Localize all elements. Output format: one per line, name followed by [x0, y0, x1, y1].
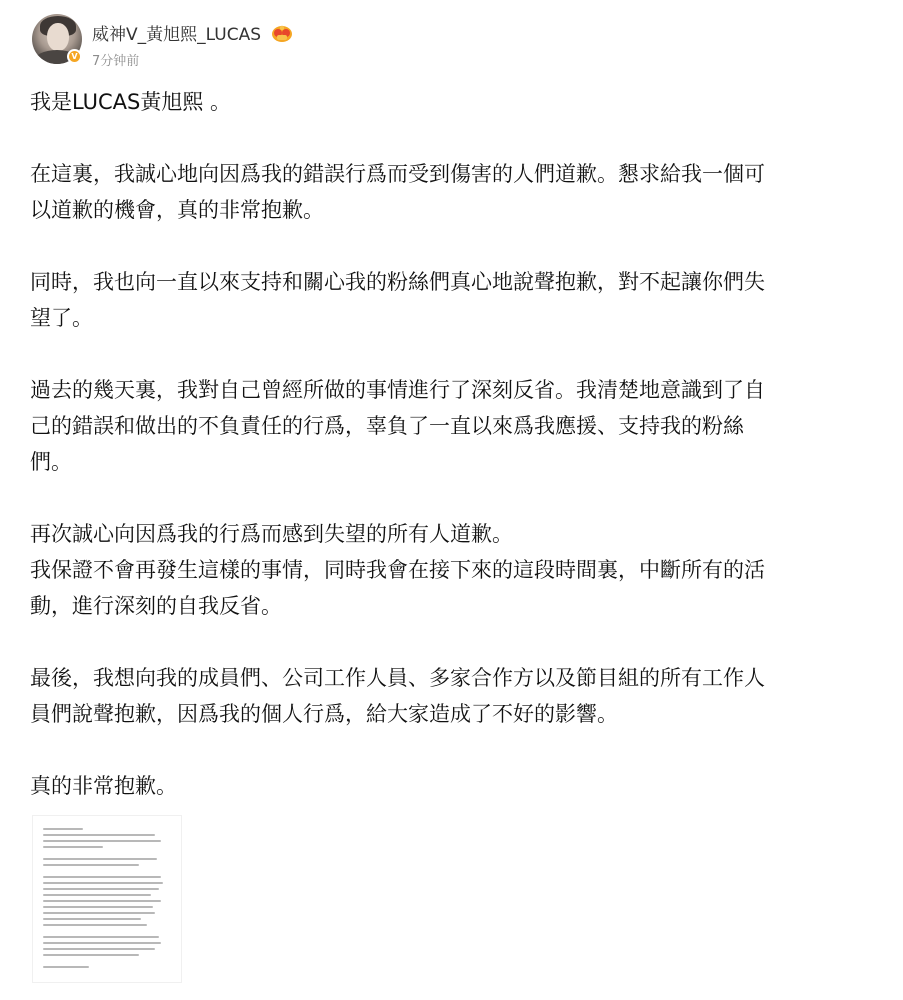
handwriting-line [43, 834, 155, 836]
handwriting-line [43, 840, 161, 842]
post-timestamp: 7分钟前 [92, 54, 140, 69]
handwriting-line [43, 912, 155, 914]
text-line: 們。 [30, 450, 72, 474]
text-line: 望了。 [30, 306, 93, 330]
handwriting-line [43, 954, 139, 956]
handwriting-line [43, 936, 159, 938]
handwriting-line [43, 924, 147, 926]
handwriting-line [43, 828, 83, 830]
handwriting-line [43, 894, 151, 896]
handwriting-line [43, 888, 159, 890]
paragraph-promise [30, 516, 882, 624]
paragraph-apology-fans [30, 264, 882, 336]
text-line: 動，進行深刻的自我反省。 [30, 594, 282, 618]
handwriting-line [43, 882, 163, 884]
text-line: 己的錯誤和做出的不負責任的行爲，辜負了一直以來爲我應援、支持我的粉絲 [30, 414, 744, 438]
post-body [30, 84, 882, 804]
vip-crown-icon[interactable] [271, 23, 293, 43]
text-line: 我保證不會再發生這樣的事情，同時我會在接下來的這段時間裏，中斷所有的活 [30, 558, 765, 582]
paragraph-closing [30, 768, 882, 804]
handwriting-line [43, 948, 155, 950]
post-header [32, 14, 872, 70]
handwriting-line [43, 966, 89, 968]
text-line: 同時，我也向一直以來支持和關心我的粉絲們真心地說聲抱歉，對不起讓你們失 [30, 270, 765, 294]
text-line: 以道歉的機會，真的非常抱歉。 [30, 198, 324, 222]
text-line: 最後，我想向我的成員們、公司工作人員、多家合作方以及節目組的所有工作人 [30, 666, 765, 690]
paragraph-reflection [30, 372, 882, 480]
text-line: 再次誠心向因爲我的行爲而感到失望的所有人道歉。 [30, 522, 513, 546]
verified-badge-icon: V [67, 49, 82, 64]
handwriting-line [43, 942, 161, 944]
handwriting-line [43, 906, 153, 908]
handwriting-line [43, 876, 161, 878]
text-line: 真的非常抱歉。 [30, 774, 177, 798]
handwriting-line [43, 918, 141, 920]
paragraph-apology-colleagues [30, 660, 882, 732]
handwriting-line [43, 858, 157, 860]
text-line: 過去的幾天裏，我對自己曾經所做的事情進行了深刻反省。我清楚地意識到了自 [30, 378, 765, 402]
username-row [92, 20, 293, 45]
paragraph-intro [30, 84, 882, 120]
handwriting-line [43, 864, 139, 866]
text-line: 在這裏，我誠心地向因爲我的錯誤行爲而受到傷害的人們道歉。懇求給我一個可 [30, 162, 765, 186]
letter-image[interactable] [32, 815, 182, 983]
vip-crown-svg [271, 23, 293, 43]
paragraph-apology-victims [30, 156, 882, 228]
avatar-face [47, 23, 69, 51]
author-name[interactable]: 威神V_黃旭熙_LUCAS [92, 25, 261, 45]
text-line: 員們說聲抱歉，因爲我的個人行爲，給大家造成了不好的影響。 [30, 702, 618, 726]
handwriting-line [43, 846, 103, 848]
text-line: 我是LUCAS黃旭熙 。 [30, 90, 232, 114]
handwriting-line [43, 900, 161, 902]
